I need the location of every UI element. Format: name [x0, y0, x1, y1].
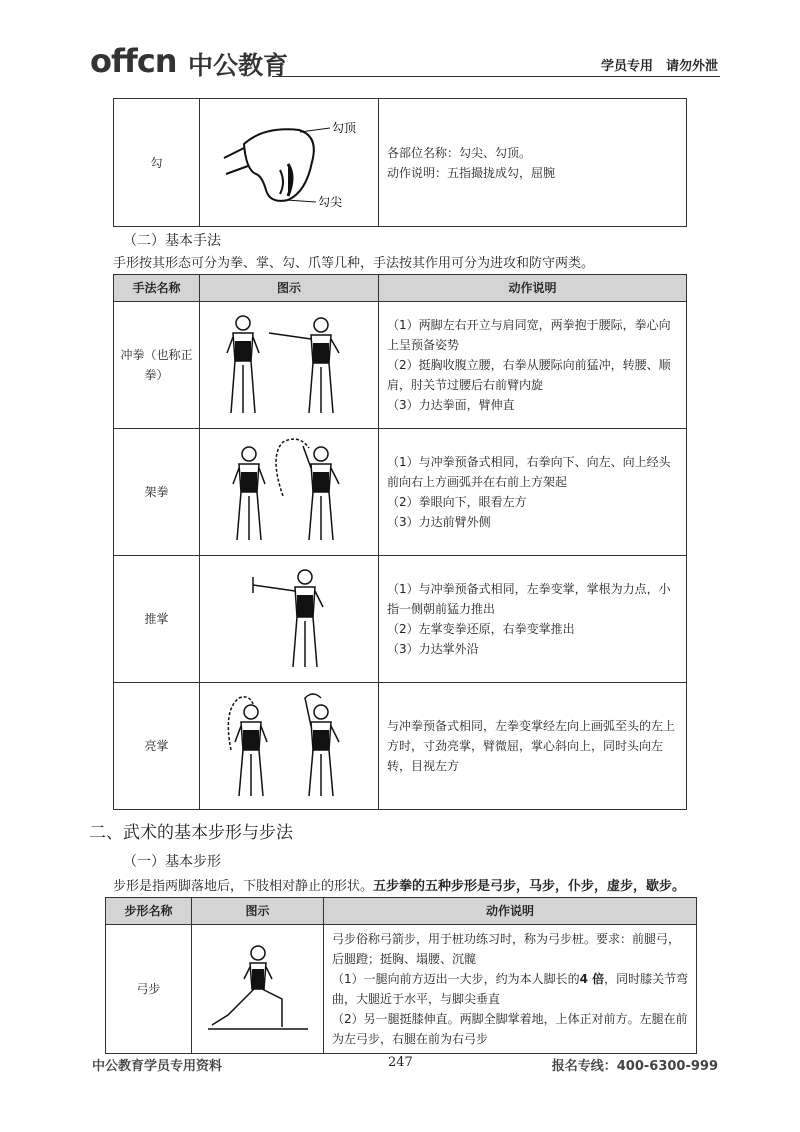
step-section-title: （一）基本步形: [123, 854, 221, 870]
footer-left: 中公教育学员专用资料: [92, 1059, 223, 1074]
page-number: 247: [388, 1055, 413, 1070]
hand-table: [113, 274, 687, 810]
col-header-desc: 动作说明: [324, 898, 697, 925]
col-header-figure: 图示: [200, 275, 379, 302]
step-row-desc: [324, 925, 697, 1054]
hand-row-name: 推掌: [114, 556, 200, 683]
push-figure: [200, 556, 379, 683]
logo-en: offcn: [90, 42, 177, 80]
logo-cn: 中公教育: [188, 51, 289, 80]
hook-desc-line: 动作说明：五指撮拢成勾，屈腕: [387, 165, 556, 180]
step-row-name: 弓步: [106, 925, 192, 1054]
footer-hotline: 报名专线：400-6300-999: [551, 1059, 718, 1074]
flash-palm-figure: [200, 683, 379, 810]
step-intro-bold: 五步拳的五种步形是弓步，马步，仆步，虚步，歇步。: [373, 879, 686, 894]
bow-stance-illustration: [198, 939, 318, 1039]
page-header: [90, 28, 720, 80]
col-header-name: 步形名称: [106, 898, 192, 925]
hook-figure: [200, 99, 379, 227]
punch-illustration: [209, 309, 369, 421]
desc-line: （3）力达拳面，臂伸直: [387, 398, 515, 412]
hand-row-desc: [379, 302, 687, 429]
desc-line: （1）两脚左右开立与肩同宽，两拳抱于腰际，拳心向上呈预备姿势: [387, 318, 671, 352]
desc-line: （1）与冲拳预备式相同，右拳向下、向左、向上经头前向右上方画弧并在右前上方架起: [387, 455, 671, 489]
bow-stance-figure: [192, 925, 324, 1054]
hook-label-top: 勾顶: [332, 120, 357, 135]
hook-name: 勾: [114, 99, 200, 227]
block-illustration: [209, 436, 369, 548]
desc-line: [332, 969, 690, 1009]
col-header-desc: 动作说明: [379, 275, 687, 302]
header-rule: [272, 76, 720, 77]
hand-row-name: 亮掌: [114, 683, 200, 810]
desc-line: 弓步俗称弓箭步，用于桩功练习时，称为弓步桩。要求：前腿弓，后腿蹬；挺胸、塌腰、沉髋: [332, 932, 681, 966]
desc-line: （2）拳眼向下，眼看左方: [387, 495, 527, 509]
desc-line: （3）力达前臂外侧: [387, 515, 491, 529]
step-main-title: 二、武术的基本步形与步法: [89, 823, 293, 843]
desc-line: （3）力达掌外沿: [387, 642, 479, 656]
desc-line: 与冲拳预备式相同，左拳变掌经左向上画弧至头的左上方时，寸劲亮掌，臂微屈，掌心斜向上，同时头向左转，目视左方: [387, 719, 676, 773]
col-header-name: 手法名称: [114, 275, 200, 302]
desc-part: （1）一腿向前方迈出一大步，约为本人脚长的: [332, 972, 580, 986]
hand-row-desc: [379, 683, 687, 810]
hook-table: [113, 98, 687, 227]
desc-emph: 4 倍: [579, 972, 605, 986]
hand-row-desc: [379, 556, 687, 683]
hook-hand-illustration: [204, 104, 374, 222]
hand-section-title: （二）基本手法: [123, 233, 221, 249]
header-tag: 学员专用 请勿外泄: [600, 59, 718, 74]
punch-figure: [200, 302, 379, 429]
hook-desc-line: 各部位名称：勾尖、勾顶。: [387, 145, 532, 160]
step-intro-plain: 步形是指两脚落地后，下肢相对静止的形状。: [113, 879, 374, 894]
hook-label-tip: 勾尖: [318, 194, 343, 209]
col-header-figure: 图示: [192, 898, 324, 925]
step-intro: [113, 875, 685, 894]
hook-desc: [379, 99, 687, 227]
desc-line: （2）挺胸收腹立腰，右拳从腰际向前猛冲，转腰、顺肩，肘关节过腰后右前臂内旋: [387, 358, 671, 392]
flash-palm-illustration: [209, 690, 369, 802]
desc-line: （1）与冲拳预备式相同，左拳变掌，掌根为力点，小指一侧朝前猛力推出: [387, 582, 671, 616]
push-palm-illustration: [209, 563, 369, 675]
hand-row-name: 冲拳（也称正拳）: [114, 302, 200, 429]
hand-row-name: 架拳: [114, 429, 200, 556]
desc-line: （2）另一腿挺膝伸直。两脚全脚掌着地，上体正对前方。左腿在前为左弓步，右腿在前为右弓步: [332, 1012, 688, 1046]
hand-intro: 手形按其形态可分为拳、掌、勾、爪等几种，手法按其作用可分为进攻和防守两类。: [113, 256, 595, 271]
step-table: [105, 897, 697, 1054]
desc-line: （2）左掌变拳还原，右拳变掌推出: [387, 622, 575, 636]
desc-part: ，同时膝关节弯曲，大腿近于水平，与脚尖垂直: [332, 972, 689, 1006]
hand-row-desc: [379, 429, 687, 556]
block-figure: [200, 429, 379, 556]
